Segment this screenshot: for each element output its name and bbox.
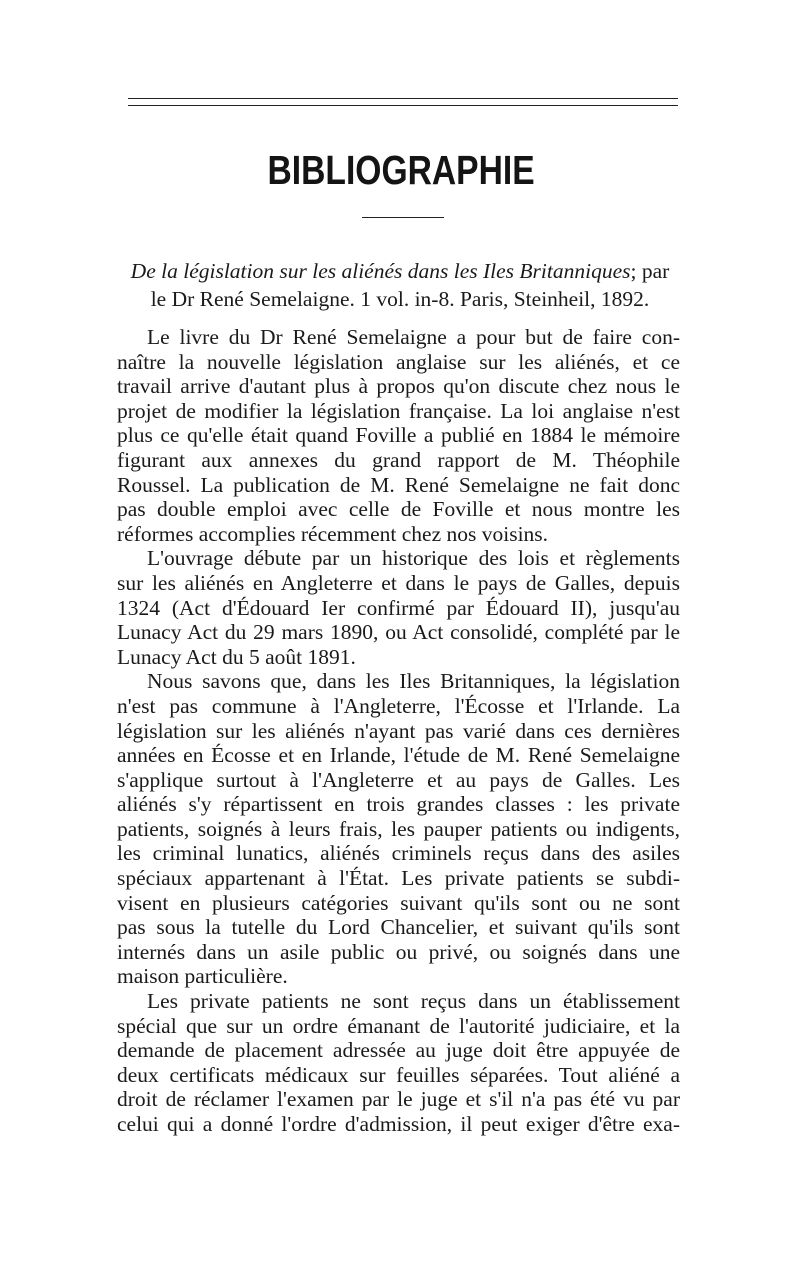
body-line: pas double emploi avec celle de Foville et nous montre les — [117, 497, 680, 522]
body-line: Lunacy Act du 29 mars 1890, ou Act consolidé, complété par le — [117, 620, 680, 645]
body-line: naître la nouvelle législation anglaise sur les aliénés, et ce — [117, 349, 680, 374]
section-heading: BIBLIOGRAPHIE — [267, 147, 535, 193]
citation-line-1 — [122, 257, 678, 285]
citation-line-2: le Dr René Semelaigne. 1 vol. in-8. Paris, Steinheil, 1892. — [150, 287, 650, 311]
body-line: patients, soignés à leurs frais, les pauper patients ou indigents, — [117, 816, 680, 841]
body-line: spécial que sur un ordre émanant de l'autorité judiciaire, et la — [117, 1013, 680, 1038]
body-line: figurant aux annexes du grand rapport de M. Théophile — [117, 447, 680, 472]
body-line: visent en plusieurs catégories suivant qu'ils sont ou ne sont — [117, 890, 680, 915]
body-line: n'est pas commune à l'Angleterre, l'Écosse et l'Irlande. La — [117, 693, 680, 718]
body-line: droit de réclamer l'examen par le juge et s'il n'a pas été vu par — [117, 1087, 680, 1112]
body-line: travail arrive d'autant plus à propos qu'on discute chez nous le — [117, 374, 680, 399]
body-line: deux certificats médicaux sur feuilles séparées. Tout aliéné a — [117, 1062, 680, 1087]
citation-title: De la législation sur les aliénés dans les Iles Britanniques — [130, 259, 631, 283]
body-line: Le livre du Dr René Semelaigne a pour but de faire con- — [147, 325, 680, 349]
body-line: les criminal lunatics, aliénés criminels reçus dans des asiles — [117, 841, 680, 866]
body-line: spéciaux appartenant à l'État. Les private patients se subdi- — [117, 866, 680, 891]
body-line: L'ouvrage débute par un historique des lois et règlements — [147, 546, 680, 571]
body-line: réformes accomplies récemment chez nos voisins. — [117, 521, 549, 546]
body-line: s'applique surtout à l'Angleterre et au pays de Galles. Les — [117, 767, 680, 792]
body-line: projet de modifier la législation française. La loi anglaise n'est — [117, 398, 680, 423]
body-line: Roussel. La publication de M. René Semelaigne ne fait donc — [117, 472, 680, 497]
body-line: celui qui a donné l'ordre d'admission, il peut exiger d'être exa- — [117, 1112, 680, 1136]
body-line: Lunacy Act du 5 août 1891. — [117, 644, 356, 669]
body-line: Les private patients ne sont reçus dans un établissement — [147, 989, 680, 1014]
body-line: demande de placement adressée au juge doit être appuyée de — [117, 1038, 680, 1063]
body-line: maison particulière. — [117, 964, 288, 989]
body-line: Nous savons que, dans les Iles Britanniques, la législation — [147, 669, 680, 694]
body-line: législation sur les aliénés n'ayant pas varié dans ces dernières — [117, 718, 680, 743]
heading-rule — [362, 217, 444, 218]
body-line: sur les aliénés en Angleterre et dans le pays de Galles, depuis — [117, 570, 680, 595]
top-double-rule — [128, 98, 678, 106]
body-line: années en Écosse et en Irlande, l'étude de M. René Semelaigne — [117, 743, 680, 768]
body-line: 1324 (Act d'Édouard Ier confirmé par Édouard II), jusqu'au — [117, 595, 680, 620]
body-line: plus ce qu'elle était quand Foville a publié en 1884 le mémoire — [117, 423, 680, 448]
body-text — [117, 325, 680, 1137]
body-line: aliénés s'y répartissent en trois grandes classes : les private — [117, 792, 680, 817]
body-line: pas sous la tutelle du Lord Chancelier, et suivant qu'ils sont — [117, 915, 680, 940]
citation-separator: ; par — [630, 259, 670, 283]
citation — [122, 257, 678, 313]
body-line: internés dans un asile public ou privé, ou soignés dans une — [117, 939, 680, 964]
